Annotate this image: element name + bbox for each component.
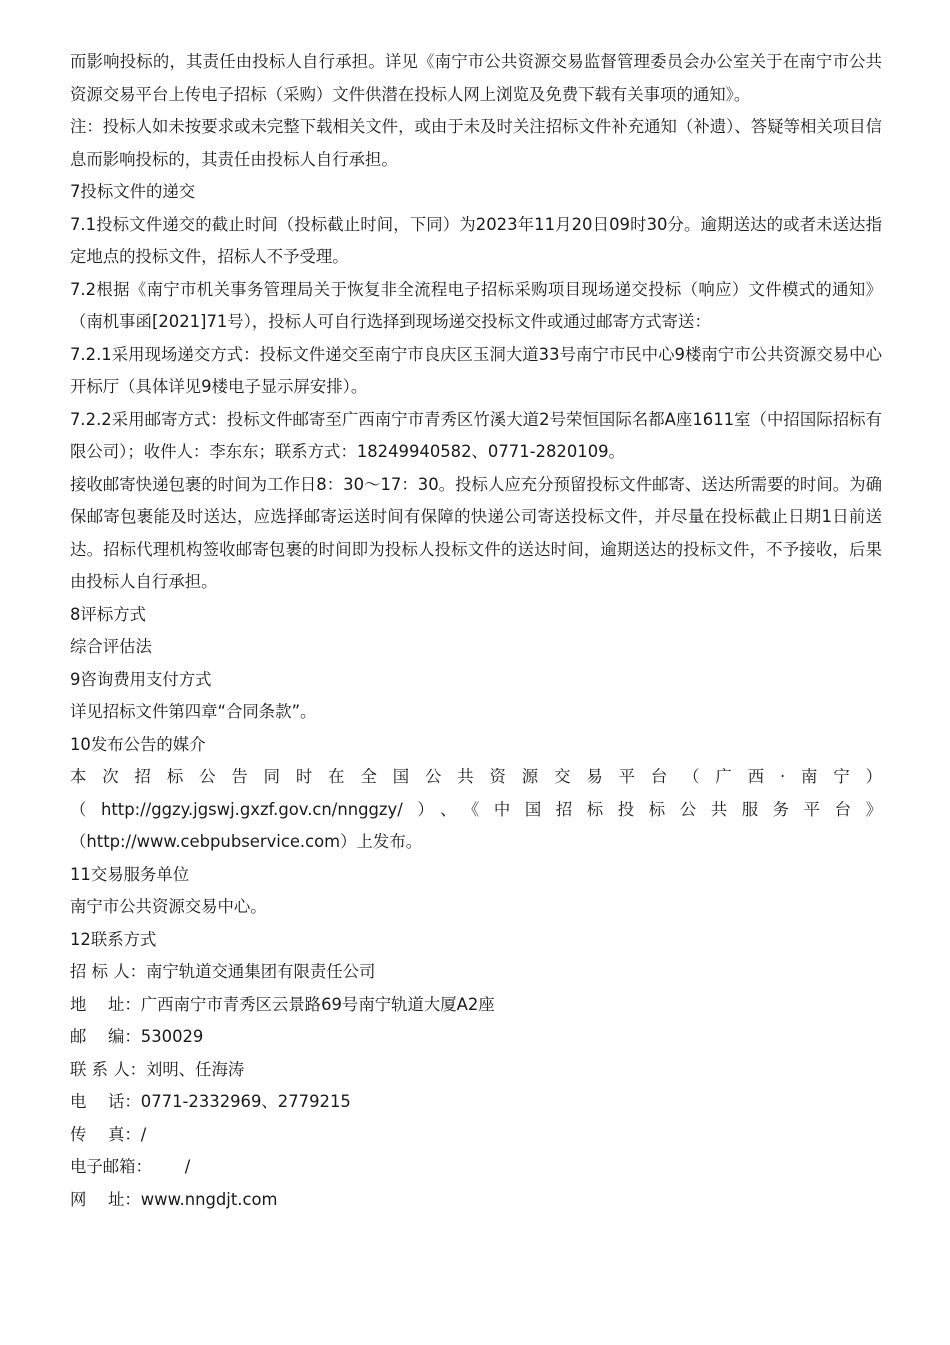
contact-value: 0771-2332969、2779215 bbox=[140, 1092, 351, 1111]
contact-label: 联 系 人： bbox=[70, 1059, 146, 1079]
document-body bbox=[70, 46, 882, 1216]
contact-row-email bbox=[70, 1151, 882, 1184]
paragraph-7-2: 7.2根据《南宁市机关事务管理局关于恢复非全流程电子招标采购项目现场递交投标（响应）文件模式的通知》（南机事函[2021]71号），投标人可自行选择到现场递交投标文件或通过邮寄方式寄送： bbox=[70, 279, 882, 331]
contact-value: www.nngdjt.com bbox=[140, 1189, 278, 1209]
paragraph-download-notice: 而影响投标的，其责任由投标人自行承担。详见《南宁市公共资源交易监督管理委员会办公室关于在南宁市公共资源交易平台上传电子招标（采购）文件供潜在投标人网上浏览及免费下载有关事项的通知》。 bbox=[70, 52, 882, 104]
contact-label: 地 址： bbox=[70, 994, 141, 1014]
contact-value: 刘明、任海涛 bbox=[145, 1059, 245, 1079]
contact-label: 网 址： bbox=[70, 1189, 141, 1209]
contact-row-postcode bbox=[70, 1021, 882, 1054]
section-heading-8: 8评标方式 bbox=[70, 604, 146, 624]
contact-value: / bbox=[140, 1124, 147, 1144]
section-heading-11: 11交易服务单位 bbox=[70, 864, 190, 884]
paragraph-7-2-2: 7.2.2采用邮寄方式：投标文件邮寄至广西南宁市青秀区竹溪大道2号荣恒国际名都A座1611室（中招国际招标有限公司）；收件人：李东东；联系方式：18249940582、0771-2820109。 bbox=[70, 409, 882, 461]
paragraph-service-unit: 南宁市公共资源交易中心。 bbox=[70, 897, 267, 916]
contact-row-fax bbox=[70, 1119, 882, 1152]
section-heading-10: 10发布公告的媒介 bbox=[70, 734, 206, 754]
contact-label: 电 话： bbox=[70, 1092, 141, 1111]
section-heading-7: 7投标文件的递交 bbox=[70, 182, 196, 201]
contact-row-tenderer bbox=[70, 956, 882, 989]
contact-value: 南宁轨道交通集团有限责任公司 bbox=[145, 962, 376, 981]
contact-row-phone bbox=[70, 1086, 882, 1119]
contact-label: 电子邮箱： bbox=[70, 1157, 152, 1176]
paragraph-evaluation-method: 综合评估法 bbox=[70, 637, 152, 656]
paragraph-mail-delivery: 接收邮寄快递包裹的时间为工作日8：30～17：30。投标人应充分预留投标文件邮寄、送达所需要的时间。为确保邮寄包裹能及时送达，应选择邮寄运送时间有保障的快递公司寄送投标文件，并尽量在投标截止日期1日前送达。招标代理机构签收邮寄包裹的时间即为投标人投标文件的送达时间，逾期送达的投标文件，不予接收，后果由投标人自行承担。 bbox=[70, 474, 882, 591]
contact-label: 邮 编： bbox=[70, 1027, 141, 1046]
section-heading-12: 12联系方式 bbox=[70, 929, 157, 949]
contact-label: 传 真： bbox=[70, 1124, 141, 1144]
paragraph-media-line-3: （http://www.cebpubservice.com）上发布。 bbox=[70, 832, 423, 851]
paragraph-7-2-1: 7.2.1采用现场递交方式：投标文件递交至南宁市良庆区玉洞大道33号南宁市民中心9楼南宁市公共资源交易中心开标厅（具体详见9楼电子显示屏安排）。 bbox=[70, 344, 882, 396]
contact-row-person bbox=[70, 1054, 882, 1087]
contact-row-website bbox=[70, 1184, 882, 1217]
contact-value: 广西南宁市青秀区云景路69号南宁轨道大厦A2座 bbox=[140, 994, 495, 1014]
paragraph-fee-payment: 详见招标文件第四章“合同条款”。 bbox=[70, 702, 317, 721]
paragraph-note: 注：投标人如未按要求或未完整下载相关文件，或由于未及时关注招标文件补充通知（补遗）、答疑等相关项目信息而影响投标的，其责任由投标人自行承担。 bbox=[70, 117, 882, 169]
contact-label: 招 标 人： bbox=[70, 962, 146, 981]
paragraph-media-line-2: （http://ggzy.jgswj.gxzf.gov.cn/nnggzy/）、《中国招标投标公共服务平台》 bbox=[70, 799, 882, 819]
contact-value: / bbox=[151, 1157, 191, 1176]
paragraph-media-line-1: 本次招标公告同时在全国公共资源交易平台（广西·南宁） bbox=[70, 767, 882, 786]
section-heading-9: 9咨询费用支付方式 bbox=[70, 669, 212, 689]
paragraph-7-1: 7.1投标文件递交的截止时间（投标截止时间，下同）为2023年11月20日09时30分。逾期送达的或者未送达指定地点的投标文件，招标人不予受理。 bbox=[70, 214, 882, 266]
contact-row-address bbox=[70, 989, 882, 1022]
contact-value: 530029 bbox=[140, 1027, 204, 1046]
